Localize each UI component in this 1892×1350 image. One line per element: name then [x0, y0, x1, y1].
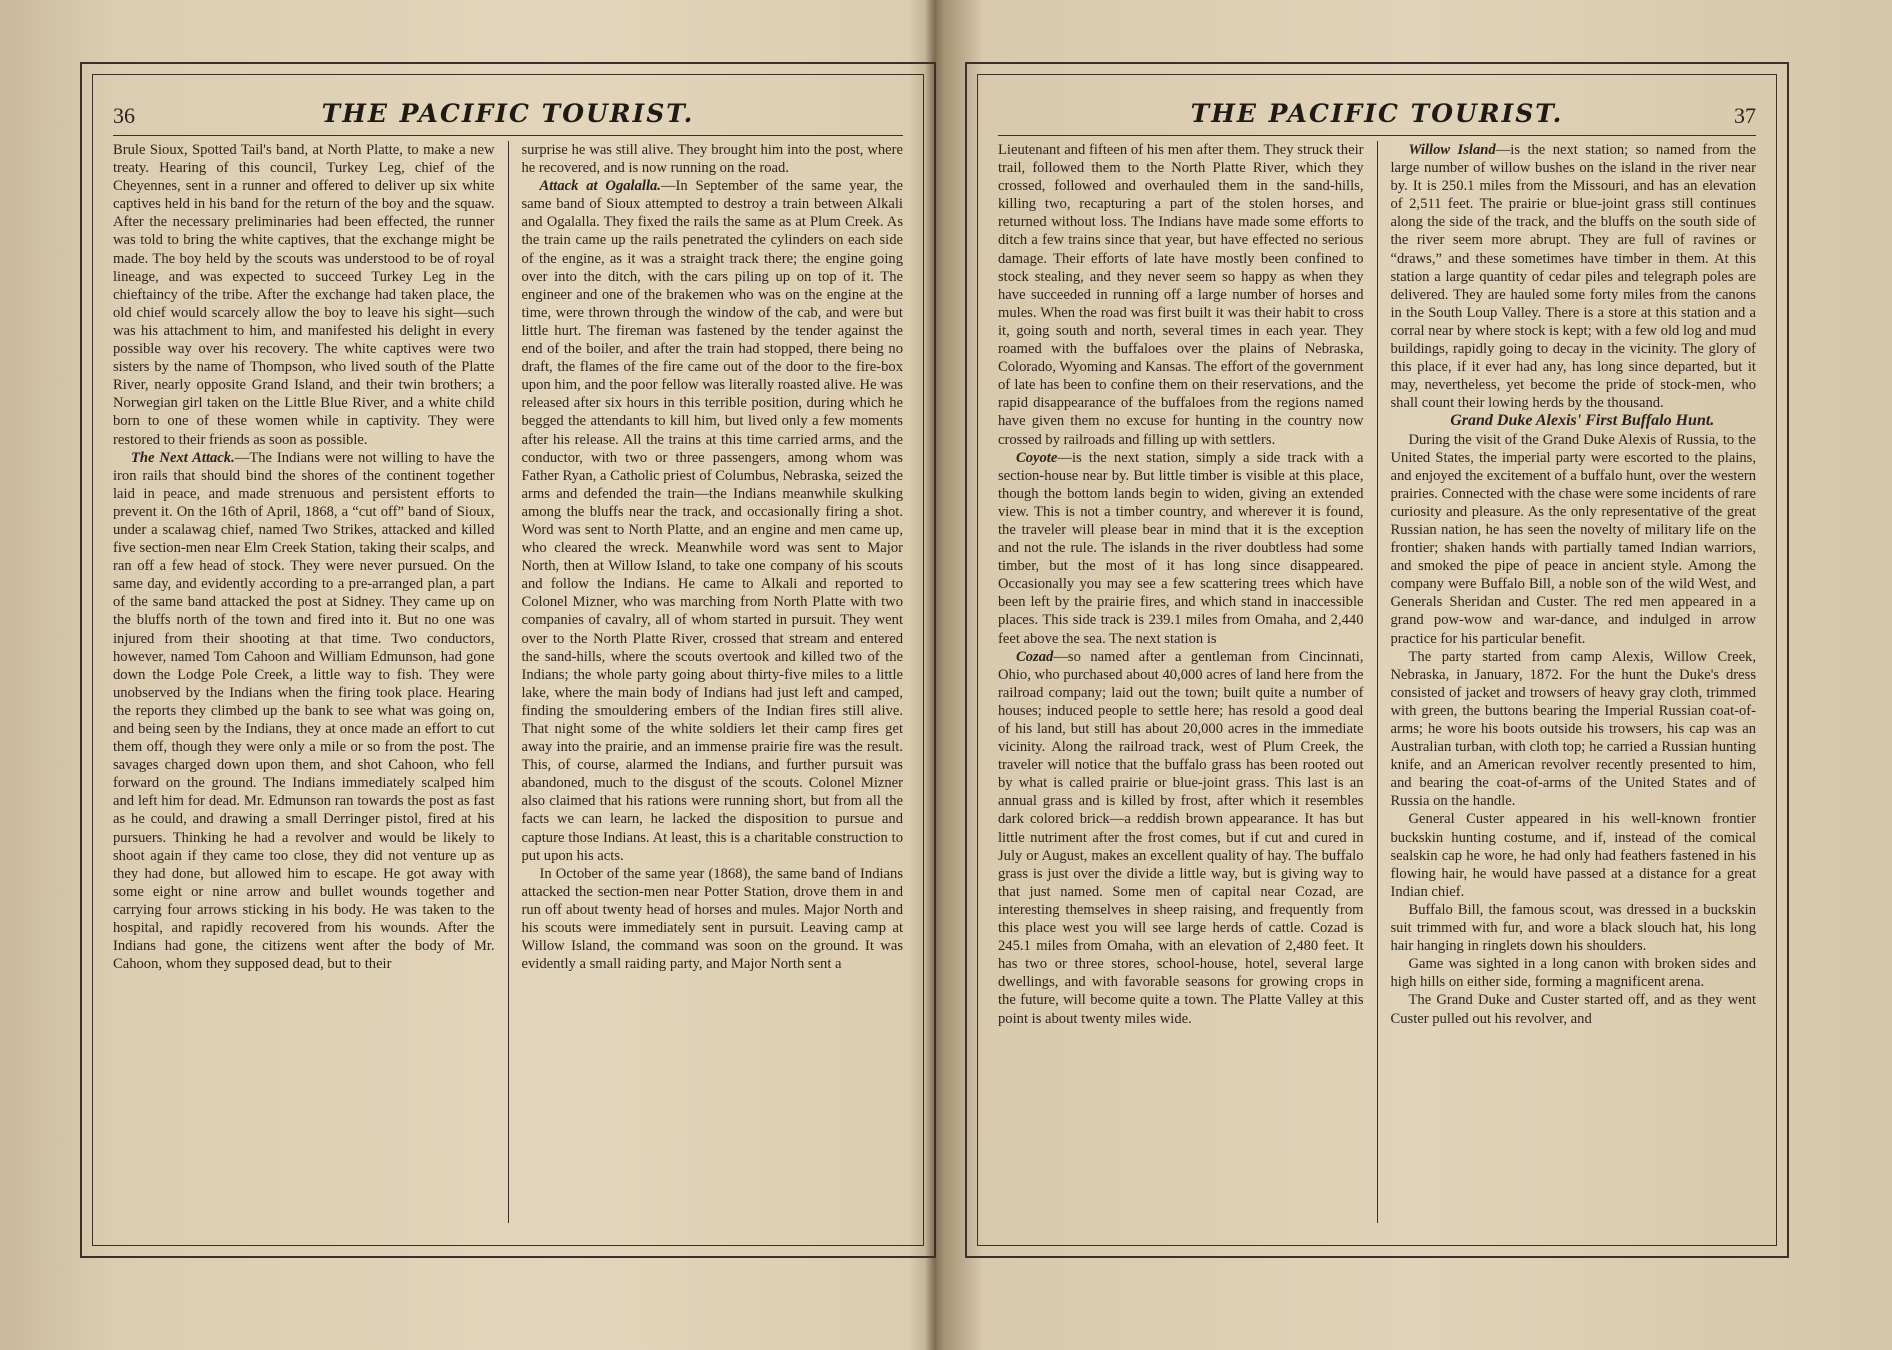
paragraph: General Custer appeared in his well-known frontier buckskin hunting costume, and if, instead of the comical sealskin cap he wore, he had only had feathers fastened in his flowing hair, he would have passed at a distance for a great Indian chief.	[1390, 811, 1756, 900]
right-page-header	[998, 99, 1756, 136]
run-in-heading: Coyote	[1016, 449, 1058, 466]
right-page	[965, 62, 1789, 1258]
column-rule	[1377, 141, 1378, 1223]
left-page	[80, 62, 936, 1258]
paragraph	[998, 449, 1364, 648]
run-in-heading: Willow Island	[1408, 142, 1496, 158]
right-page-inner-frame	[977, 74, 1777, 1246]
right-page-column-2	[1391, 141, 1757, 1223]
left-page-column-1	[113, 141, 495, 1223]
run-in-heading: Cozad	[1016, 648, 1054, 665]
paragraph: Game was sighted in a long canon with broken sides and high hills on either side, forming a magnificent arena.	[1390, 956, 1756, 991]
left-page-header	[113, 99, 903, 136]
left-page-column-2	[522, 141, 904, 1223]
section-heading: Grand Duke Alexis' First Buffalo Hunt.	[1450, 412, 1715, 430]
right-page-column-1	[998, 141, 1364, 1223]
paragraph: The Grand Duke and Custer started off, and as they went Custer pulled out his revolver, and	[1390, 992, 1756, 1027]
paragraph: Buffalo Bill, the famous scout, was dressed in a buckskin suit trimmed with fur, and wore a black slouch hat, his long hair hanging in ringlets down his shoulders.	[1390, 901, 1756, 955]
paragraph-text: —The Indians were not willing to have the iron rails that should bind the shores of the continent together laid in peace, and made strenuous and persistent efforts to prevent it. On the 16th of April, 1868, a “cut off” band of Sioux, under a scalawag chief, named Two Strikes, attacked and killed five section-men near Elm Creek Station, taking their scalps, and ran off a few head of stock. They were never pursued. On the same day, and evidently according to a pre-arranged plan, a part of the same band attacked the post at Sidney. They came up on the bluffs north of the town and fired into it. But no one was injured from their shooting at that time. Two conductors, however, named Tom Cahoon and William Edmunson, had gone down the Lodge Pole Creek, a little way to fish. They were unobserved by the Indians when the firing took place. Hearing the reports they climbed up the bank to see what was going on, and being seen by the Indians, they at once made an effort to cut them off, though they were only a mile or so from the post. The savages charged down upon them, and shot Cahoon, who fell forward on the ground. The Indians immediately scalped him and left him for dead. Mr. Edmunson ran towards the post as fast as he could, and drawing a small Derringer pistol, fired at his pursuers. Thinking he had a revolver and would be likely to shoot again if they came too close, they did not venture up as they had done, but allowed him to escape. He got away with some eight or nine arrow and bullet wounds together and carrying four arrows sticking in his body. He was taken to the hospital, and rapidly recovered from his wounds. After the Indians had gone, the citizens went after the body of Mr. Cahoon, whom they supposed dead, but to their	[113, 449, 495, 973]
paragraph-text: —In September of the same year, the same band of Sioux attempted to destroy a train between Alkali and Ogalalla. They fixed the rails the same as at Plum Creek. As the train came up the rails penetrated the cylinders on each side of the engine, as it was a straight track there; the engine going over into the ditch, with the cars piling up on top of it. The engineer and one of the brakemen who was on the engine at the time, were thrown through the window of the cab, and were but little hurt. The fireman was fastened by the tender against the end of the boiler, and after the train had stopped, there being no draft, the flames of the fire came out of the door to the fire-box upon him, and the poor fellow was literally roasted alive. He was released after six hours in this terrible position, during which he begged the attendants to kill him, but lived only a few moments after his release. All the trains at this time carried arms, and the conductor, with two or three passengers, among whom was Father Ryan, a Catholic priest of Columbus, Nebraska, seized the arms and defended the train—the Indians meanwhile skulking among the bluffs near the track, and occasionally firing a shot. Word was sent to North Platte, and an engine and men came up, who cleared the wreck. Meanwhile word was sent to Major North, then at Willow Island, to take one company of his scouts and follow the Indians. He came to Alkali and reported to Colonel Mizner, who was marching from North Platte with two companies of cavalry, all of whom started in pursuit. They went over to the North Platte River, crossed that stream and entered the sand-hills, where the scouts overtook and killed two of the Indians; the whole party going about thirty-five miles to a little lake, where the main body of Indians had just left and camped, finding the smouldering embers of the Indian fires still alive. That night some of the white soldiers let their camp fires get away into the prairie, and an immense prairie fire was the result. This, of course, alarmed the Indians, and further pursuit was abandoned, much to the disgust of the scouts. Colonel Mizner also claimed that his rations were running short, but from all the facts we can learn, he lacked the disposition to pursue and capture those Indians. At least, this is a charitable construction to put upon his acts.	[521, 178, 903, 864]
right-page-columns	[998, 141, 1756, 1223]
left-page-columns	[113, 141, 903, 1223]
paragraph-text: —so named after a gentleman from Cincinnati, Ohio, who purchased about 40,000 acres of land here from the railroad company; laid out the town; built quite a number of houses; induced people to settle here; has resold a good deal of his land, but still has about 20,000 acres in the immediate vicinity. Along the railroad track, west of Plum Creek, the traveler will notice that the buffalo grass has been rooted out by what is called prairie or blue-joint grass. This last is an annual grass and is killed by frost, after which it resembles dark colored brick—a reddish brown appearance. It has but little nutriment after the frost comes, but if cut and cured in July or August, makes an excellent quality of hay. The buffalo grass is just over the divide a little way, but is giving way to that just named. Some men of capital near Cozad, are interesting themselves in sheep raising, and frequently from this place west you will see large herds of cattle. Cozad is 245.1 miles from Omaha, with an elevation of 2,480 feet. It has two or three stores, school-house, hotel, several large dwellings, and with favorable seasons for growing crops in the future, will become quite a town. The Platte Valley at this point is about twenty miles wide.	[998, 648, 1364, 1027]
right-page-number: 37	[1734, 103, 1756, 128]
left-page-number: 36	[113, 103, 135, 128]
run-in-heading: The Next Attack.	[131, 449, 235, 466]
paragraph: Brule Sioux, Spotted Tail's band, at North Platte, to make a new treaty. Hearing of this council, Turkey Leg, chief of the Cheyennes, sent in a runner and offered to deliver up six white captives held in his band for the return of the boy and the squaw. After the necessary preliminaries had been effected, the runner was told to bring the white captives, that the exchange might be made. The boy held by the scouts was understood to be of royal lineage, and was expected to succeed Turkey Leg in the chieftaincy of the tribe. After the exchange had taken place, the old chief would scarcely allow the boy to leave his sight—such was his attachment to him, and manifested his delight in every possible way over his recovery. The white captives were two sisters by the name of Thompson, who lived south of the Platte River, nearly opposite Grand Island, and their twin brothers; a Norwegian girl taken on the Little Blue River, and a white child born to one of these women while in captivity. They were restored to their friends as soon as possible.	[113, 142, 495, 448]
paragraph	[998, 648, 1364, 1028]
paragraph	[522, 177, 904, 865]
paragraph: In October of the same year (1868), the same band of Indians attacked the section-men near Potter Station, drove them in and run off about twenty head of horses and mules. Major North and his scouts were immediately sent in pursuit. Leaving camp at Willow Island, the command was soon on the ground. It was evidently a small raiding party, and Major North sent a	[521, 865, 903, 973]
paragraph: surprise he was still alive. They brought him into the post, where he recovered, and is now running on the road.	[521, 142, 903, 177]
paragraph-text: —is the next station, simply a side track with a section-house near by. But little timber is visible at this place, though the bottom lands begin to widen, giving an extended view. This is not a timber country, and wherever it is found, the traveler will please bear in mind that it is the exception and not the rule. The islands in the river doubtless had some timber, but the most of it has long since disappeared. Occasionally you may see a few scattering trees which have been left by the prairie fires, and which stand in inaccessible places. This side track is 239.1 miles from Omaha, and 2,440 feet above the sea. The next station is	[998, 449, 1364, 647]
paragraph: Lieutenant and fifteen of his men after them. They struck their trail, followed them to the North Platte River, which they crossed, followed and overhauled them in the sand-hills, killing two, recapturing a part of the stolen horses, and returned without loss. The Indians have made some efforts to ditch a few trains since that year, but have effected no serious damage. Their efforts of late have mostly been confined to stock stealing, and they never seem so happy as when they have succeeded in running off a large number of horses and mules. When the road was first built it was their habit to cross it, going south and north, several times in each year. They roamed with the buffaloes over the plains of Nebraska, Colorado, Wyoming and Kansas. The effort of the government of late has been to confine them on their reservations, and the rapid disappearance of the buffaloes from the regions named have given them no excuse for hunting in the country now crossed by railroads and filling up with settlers.	[998, 142, 1364, 448]
paragraph-text: —is the next station; so named from the large number of willow bushes on the island in the river near by. It is 250.1 miles from the Missouri, and has an elevation of 2,511 feet. The prairie or blue-joint grass still continues along the side of the track, and the bluffs on the south side of the river seem more abrupt. They are full of ravines or “draws,” and these sometimes have timber in them. At this station a large quantity of cedar piles and telegraph poles are delivered. They are hauled some forty miles from the canons in the South Loup Valley. There is a store at this station and a corral near by where stock is kept; with a few old log and mud buildings, rapidly going to decay in the vicinity. The glory of this place, if it ever had any, has long since departed, but it may, nevertheless, yet become the pride of stock-men, who shall count their lowing herds by the thousand.	[1390, 142, 1756, 412]
left-running-title: THE PACIFIC TOURIST.	[321, 99, 695, 128]
column-rule	[508, 141, 509, 1223]
paragraph: During the visit of the Grand Duke Alexis of Russia, to the United States, the imperial party were escorted to the plains, and enjoyed the excitement of a buffalo hunt, over the western prairies. Connected with the chase were some incidents of rare curiosity and pleasure. As the only representative of the great Russian nation, he has seen the novelty of military life on the frontier; shaken hands with partially tamed Indian warriors, and smoked the pipe of peace in ancient style. Among the company were Buffalo Bill, a noble son of the wild West, and Generals Sheridan and Custer. The red men appeared in a grand pow-wow and war-dance, and indulged in arrow practice for his particular benefit.	[1390, 431, 1756, 647]
run-in-heading: Attack at Ogalalla.	[539, 178, 661, 195]
paragraph: The party started from camp Alexis, Willow Creek, Nebraska, in January, 1872. For the hunt the Duke's dress consisted of jacket and trowsers of heavy gray cloth, trimmed with green, the buttons bearing the Imperial Russian coat-of-arms; he wore his boots outside his trowsers, his cap was an Australian turban, with cloth top; he carried a Russian hunting knife, and an American revolver recently presented to him, and bearing the coat-of-arms of the United States and of Russia on the handle.	[1390, 648, 1756, 810]
paragraph	[113, 449, 495, 974]
paragraph	[1391, 141, 1757, 412]
right-running-title: THE PACIFIC TOURIST.	[1190, 99, 1564, 128]
left-page-inner-frame	[92, 74, 924, 1246]
